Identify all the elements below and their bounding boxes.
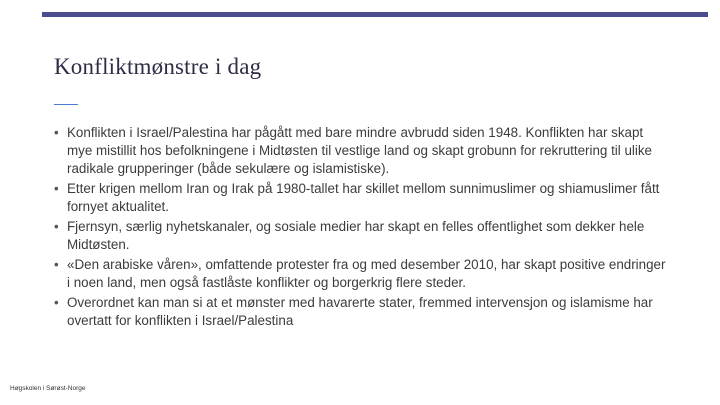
bullet-text: Etter krigen mellom Iran og Irak på 1980-tallet har skillet mellom sunnimuslimer og shiamuslimer fått fornyet aktualitet.: [67, 181, 660, 214]
bullet-icon: •: [54, 257, 59, 272]
bullet-icon: •: [54, 295, 59, 310]
title-underline: [54, 104, 78, 105]
bullet-icon: •: [54, 219, 59, 234]
bullet-list: [50, 124, 670, 332]
slide-title: Konfliktmønstre i dag: [54, 54, 262, 79]
bullet-text: Konflikten i Israel/Palestina har pågått med bare mindre avbrudd siden 1948. Konflikten har skapt mye mistillit hos befolkningene i Midtøsten til vestlige land og skapt grobunn for rekruttering til ulike radikale grupperinger (både sekulære og islamistiske).: [67, 125, 653, 176]
bullet-item: [50, 124, 670, 178]
bullet-item: [50, 180, 670, 216]
bullet-item: [50, 256, 670, 292]
bullet-item: [50, 294, 670, 330]
footer-institution: Høgskolen i Sørøst-Norge: [10, 385, 86, 392]
bullet-item: [50, 218, 670, 254]
bullet-text: «Den arabiske våren», omfattende protester fra og med desember 2010, har skapt positive endringer i noen land, men også fastlåste konflikter og borgerkrig flere steder.: [67, 257, 666, 290]
bullet-icon: •: [54, 181, 59, 196]
bullet-icon: •: [54, 125, 59, 140]
top-accent-bar: [42, 12, 708, 17]
bullet-text: Overordnet kan man si at et mønster med havarerte stater, fremmed intervensjon og islamisme har overtatt for konflikten i Israel/Palestina: [67, 295, 653, 328]
bullet-text: Fjernsyn, særlig nyhetskanaler, og sosiale medier har skapt en felles offentlighet som dekker hele Midtøsten.: [67, 219, 645, 252]
